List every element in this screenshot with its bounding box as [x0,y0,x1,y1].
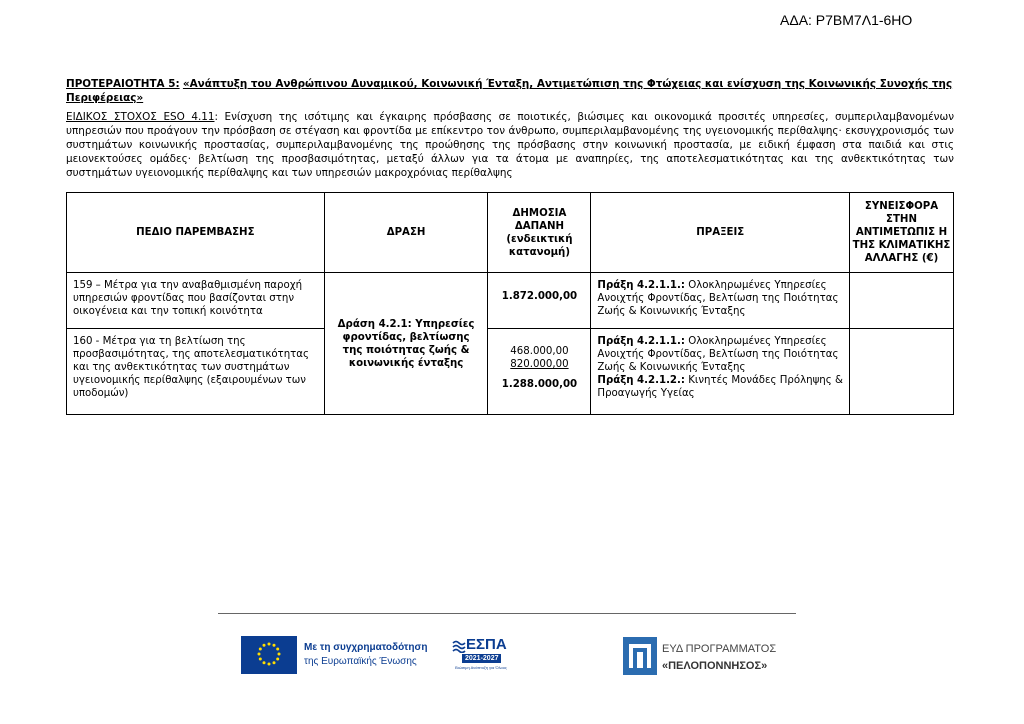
act-code: Πράξη 4.2.1.2.: [597,375,685,386]
act-text: Ολοκληρωμένες Υπηρεσίες Ανοιχτής Φροντίδας, Βελτίωση της Ποιότητας Ζωής & Κοινωνικής Ένταξης [597,336,839,373]
objective-text: : Ενίσχυση της ισότιμης και έγκαιρης πρόσβασης σε ποιοτικές, βιώσιμες και οικονομικά προσιτές υπηρεσίες, συμπεριλαμβανομένων υπηρεσιών που προάγουν την πρόσβαση σε στέγαση και φροντίδα με επίκεντρο τον άνθρωπο, συμπεριλαμβανομένης της υγειονομικής περίθαλψης· εκσυγχρονισμός των συστημάτων κοινωνικής προστασίας, συμπεριλαμβανομένης της προώθησης της πρόσβασης στην κοινωνική προστασία, με ειδική έμφαση στα παιδιά και στις μειονεκτούσες ομάδες· βελτίωση της προσβασιμότητας, μεταξύ άλλων για τα άτομα με αναπηρίες, της αποτελεσματικότητας και της ανθεκτικότητας των συστημάτων υγειονομικής περίθαλψης και των υπηρεσιών μακροχρόνιας περίθαλψης [66,111,954,179]
ep-line-1: ΕΥΔ ΠΡΟΓΡΑΜΜΑΤΟΣ [662,643,777,655]
header-field: ΠΕΔΙΟ ΠΑΡΕΜΒΑΣΗΣ [67,193,325,273]
acts-cell [591,273,850,329]
priority-label: ΠΡΟΤΕΡΑΙΟΤΗΤΑ 5: [66,78,180,90]
espa-title: ΕΣΠΑ [466,636,507,653]
peloponnese-program-icon [623,637,657,675]
eu-flag-icon [241,636,297,674]
espa-waves-icon [452,639,466,653]
amount-part-2: 820.000,00 [510,359,569,370]
table-header-row [67,193,954,273]
act-item [597,335,843,374]
footer-divider [218,613,796,614]
table-row [67,273,954,329]
priority-heading [66,77,954,105]
espa-subtitle: Βιώσιμη Ανάπτυξη για Όλους [455,665,507,670]
act-code: Πράξη 4.2.1.1.: [597,336,685,347]
acts-cell [591,329,850,415]
field-cell: 159 – Μέτρα για την αναβαθμισμένη παροχή υπηρεσιών φροντίδας που βασίζονται στην οικογένεια και την τοπική κοινότητα [67,273,325,329]
eu-line-2: της Ευρωπαϊκής Ένωσης [304,656,417,667]
specific-objective [66,111,954,181]
objective-label: ΕΙΔΙΚΟΣ ΣΤΟΧΟΣ ESO 4.11 [66,111,215,123]
amount-total: 1.288.000,00 [501,379,578,390]
amount-cell [488,273,591,329]
climate-cell [850,329,954,415]
header-acts: ΠΡΑΞΕΙΣ [591,193,850,273]
table-row [67,329,954,415]
field-cell: 160 - Μέτρα για τη βελτίωση της προσβασιμότητας, της αποτελεσματικότητας και της ανθεκτικότητας των συστημάτων υγειονομικής περίθαλψης (εξαιρουμένων των υποδομών) [67,329,325,415]
amount-total: 1.872.000,00 [501,291,578,302]
act-text: Ολοκληρωμένες Υπηρεσίες Ανοιχτής Φροντίδας, Βελτίωση της Ποιότητας Ζωής & Κοινωνικής Ένταξης [597,280,839,317]
action-cell: Δράση 4.2.1: Υπηρεσίες φροντίδας, βελτίωσης της ποιότητας ζωής & κοινωνικής ένταξης [324,273,488,415]
eu-stars-icon [241,636,297,674]
eu-cofunding-text [304,641,427,669]
header-expense: ΔΗΜΟΣΙΑ ΔΑΠΑΝΗ (ενδεικτική κατανομή) [488,193,591,273]
amount-cell [488,329,591,415]
interventions-table [66,192,954,415]
act-text: Κινητές Μονάδες Πρόληψης & Προαγωγής Υγείας [597,375,843,399]
header-action: ΔΡΑΣΗ [324,193,488,273]
espa-years: 2021-2027 [462,654,501,663]
ep-line-2: «ΠΕΛΟΠΟΝΝΗΣΟΣ» [662,660,768,672]
amount-part-1: 468.000,00 [510,346,569,357]
act-item [597,374,843,400]
climate-cell [850,273,954,329]
ada-code: ΑΔΑ: Ρ7ΒΜ7Λ1-6ΗΟ [780,12,913,28]
act-code: Πράξη 4.2.1.1.: [597,280,685,291]
peloponnese-program-text [662,641,776,675]
espa-logo [452,637,510,675]
priority-title: «Ανάπτυξη του Ανθρώπινου Δυναμικού, Κοινωνική Ένταξη, Αντιμετώπιση της Φτώχειας και ενίσχυση της Κοινωνικής Συνοχής της Περιφέρειας» [66,78,953,104]
eu-line-1: Με τη συγχρηματοδότηση [304,642,428,653]
header-climate: ΣΥΝΕΙΣΦΟΡΑ ΣΤΗΝ ΑΝΤΙΜΕΤΩΠΙΣ Η ΤΗΣ ΚΛΙΜΑΤΙΚΗΣ ΑΛΛΑΓΗΣ (€) [850,193,954,273]
